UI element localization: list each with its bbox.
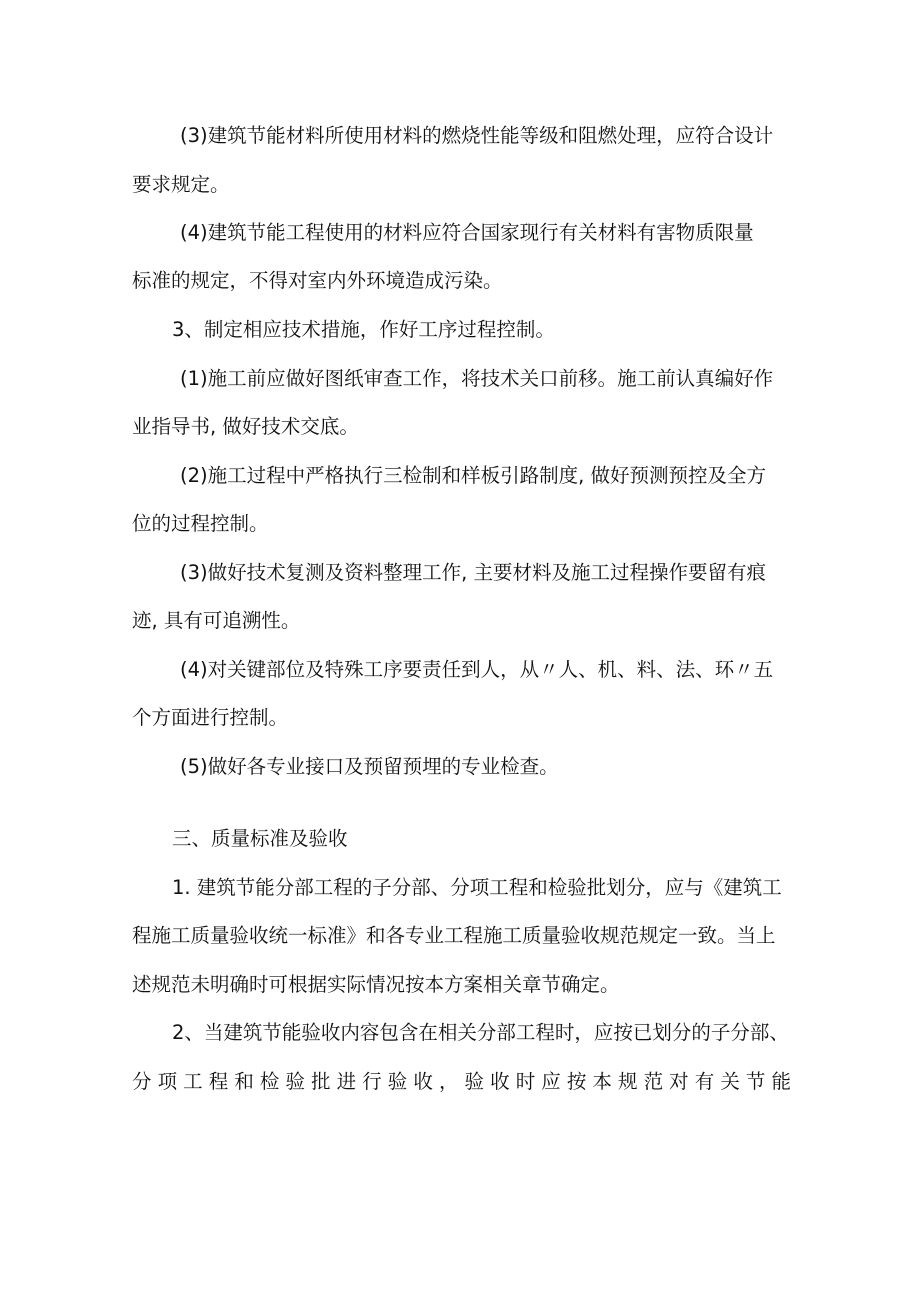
text-line: 要求规定。	[132, 173, 230, 196]
text-line: 业指导书, 做好技术交底。	[132, 415, 359, 438]
text-line: 迹, 具有可追溯性。	[132, 609, 301, 632]
text-line: (2)施工过程中严格执行三检制和样板引路制度, 做好预测预控及全方	[180, 464, 767, 487]
text-line: 2、当建筑节能验收内容包含在相关分部工程时，应按已划分的子分部、	[172, 1021, 789, 1044]
text-line: (3)做好技术复测及资料整理工作, 主要材料及施工过程操作要留有痕	[180, 561, 767, 584]
text-line: 述规范未明确时可根据实际情况按本方案相关章节确定。	[132, 973, 620, 996]
text-line: 位的过程控制。	[132, 512, 269, 535]
text-line: (4)建筑节能工程使用的材料应符合国家现行有关材料有害物质限量	[180, 221, 754, 244]
section-heading: 3、制定相应技术措施，作好工序过程控制。	[172, 318, 555, 341]
text-line: 程施工质量验收统一标准》和各专业工程施工质量验收规范规定一致。当上	[132, 924, 776, 947]
section-heading: 三、质量标准及验收	[172, 827, 348, 850]
text-line: 标准的规定，不得对室内外环境造成污染。	[132, 269, 503, 292]
text-line: (3)建筑节能材料所使用材料的燃烧性能等级和阻燃处理，应符合设计	[180, 124, 774, 147]
text-line: (4)对关键部位及特殊工序要责任到人，从〃人、机、料、法、环〃五	[180, 658, 774, 681]
text-line: 个方面进行控制。	[132, 706, 289, 729]
text-line: (1)施工前应做好图纸审查工作，将技术关口前移。施工前认真编好作	[180, 367, 774, 390]
text-line: 分项工程和检验批进行验收，验收时应按本规范对有关节能	[132, 1070, 791, 1093]
text-line: (5)做好各专业接口及预留预埋的专业检查。	[180, 755, 559, 778]
text-line: 1. 建筑节能分部工程的子分部、分项工程和检验批划分，应与《建筑工	[172, 876, 782, 899]
